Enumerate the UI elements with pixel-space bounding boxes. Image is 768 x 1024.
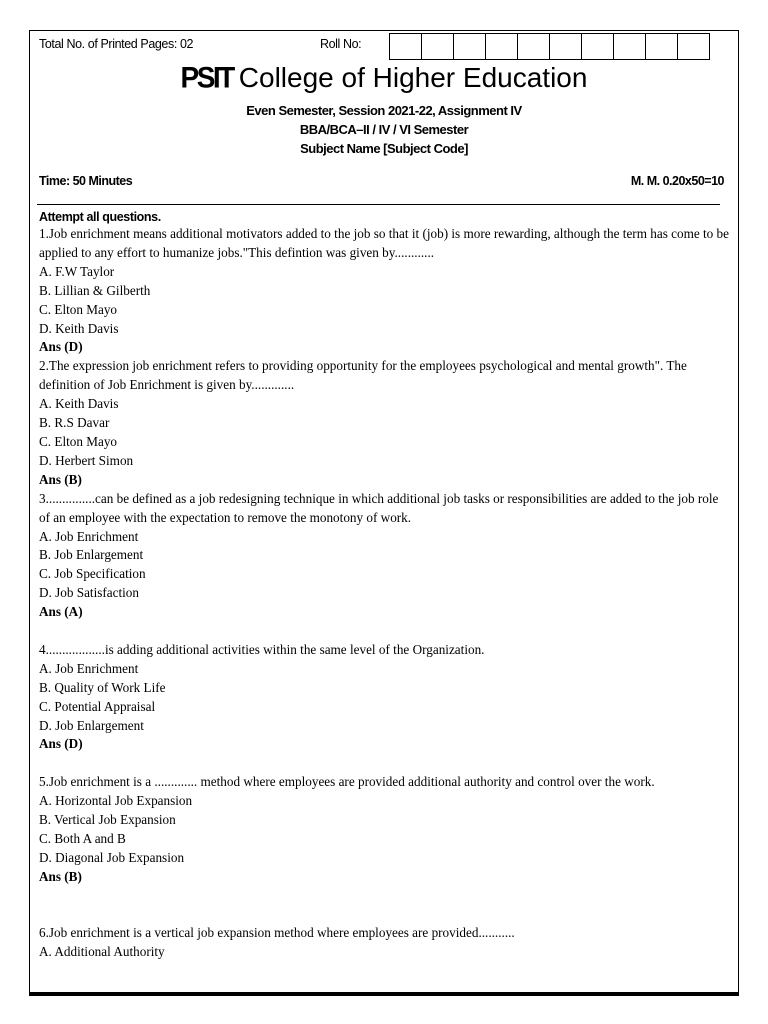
answer: Ans (A): [39, 604, 83, 620]
option: A. F.W Taylor: [39, 263, 115, 279]
option: B. R.S Davar: [39, 415, 110, 431]
option: C. Job Specification: [39, 566, 146, 582]
answer: Ans (B): [39, 868, 82, 884]
subject-line: Subject Name [Subject Code]: [300, 141, 468, 156]
program-line: BBA/BCA–II / IV / VI Semester: [299, 122, 469, 137]
option: B. Vertical Job Expansion: [39, 812, 176, 828]
page-title: [0, 62, 768, 94]
option: A. Keith Davis: [39, 396, 119, 412]
question-text: 3...............can be defined as a job redesigning technique in which additional job tasks or responsibilities are added to the job role of an employee with the expectation to remove the monotony of work.: [39, 490, 719, 525]
option: B. Lillian & Gilberth: [39, 282, 151, 298]
roll-no-box[interactable]: [389, 33, 422, 60]
option: A. Additional Authority: [39, 944, 165, 960]
roll-no-box[interactable]: [485, 33, 518, 60]
option: A. Job Enrichment: [39, 660, 139, 676]
spacer: [39, 754, 729, 773]
option: C. Potential Appraisal: [39, 698, 156, 714]
session-line: Even Semester, Session 2021-22, Assignment IV: [246, 103, 522, 118]
option: B. Quality of Work Life: [39, 679, 166, 695]
roll-no-boxes: [389, 33, 710, 60]
time-label: Time: 50 Minutes: [39, 174, 133, 188]
roll-no-box[interactable]: [677, 33, 710, 60]
question-text: 4..................is adding additional activities within the same level of the Organization.: [39, 641, 485, 657]
question-list: [39, 225, 729, 962]
spacer: [39, 887, 729, 925]
answer: Ans (D): [39, 736, 83, 752]
page-border-bottom: [29, 992, 739, 996]
printed-pages-label: Total No. of Printed Pages: 02: [39, 37, 194, 51]
psit-logo: PSIT: [180, 61, 233, 94]
option: D. Job Enlargement: [39, 717, 144, 733]
option: A. Horizontal Job Expansion: [39, 793, 193, 809]
roll-no-box[interactable]: [453, 33, 486, 60]
answer: Ans (D): [39, 339, 83, 355]
option: C. Both A and B: [39, 830, 126, 846]
divider: [37, 204, 720, 205]
instructions: Attempt all questions.: [39, 210, 161, 224]
roll-no-box[interactable]: [421, 33, 454, 60]
option: D. Diagonal Job Expansion: [39, 849, 185, 865]
question-text: 2.The expression job enrichment refers to providing opportunity for the employees psychological and mental growth". The definition of Job Enrichment is given by.............: [39, 358, 687, 393]
answer: Ans (B): [39, 471, 82, 487]
option: B. Job Enlargement: [39, 547, 144, 563]
option: A. Job Enrichment: [39, 528, 139, 544]
roll-no-box[interactable]: [581, 33, 614, 60]
roll-no-box[interactable]: [613, 33, 646, 60]
roll-no-box[interactable]: [517, 33, 550, 60]
option: D. Keith Davis: [39, 320, 119, 336]
roll-no-box[interactable]: [549, 33, 582, 60]
question-text: 5.Job enrichment is a ............. method where employees are provided additional authority and control over the work.: [39, 774, 655, 790]
option: C. Elton Mayo: [39, 433, 118, 449]
roll-no-box[interactable]: [645, 33, 678, 60]
option: D. Job Satisfaction: [39, 585, 139, 601]
question-text: 1.Job enrichment means additional motivators added to the job so that it (job) is more rewarding, although the term has come to be applied to any effort to humanize jobs."This defintion was given by............: [39, 226, 729, 260]
option: D. Herbert Simon: [39, 452, 134, 468]
spacer: [39, 622, 729, 641]
max-marks-label: M. M. 0.20x50=10: [630, 174, 724, 188]
option: C. Elton Mayo: [39, 301, 118, 317]
roll-no-label: Roll No:: [320, 37, 362, 51]
college-name: College of Higher Education: [238, 62, 588, 93]
question-text: 6.Job enrichment is a vertical job expansion method where employees are provided...........: [39, 925, 515, 941]
